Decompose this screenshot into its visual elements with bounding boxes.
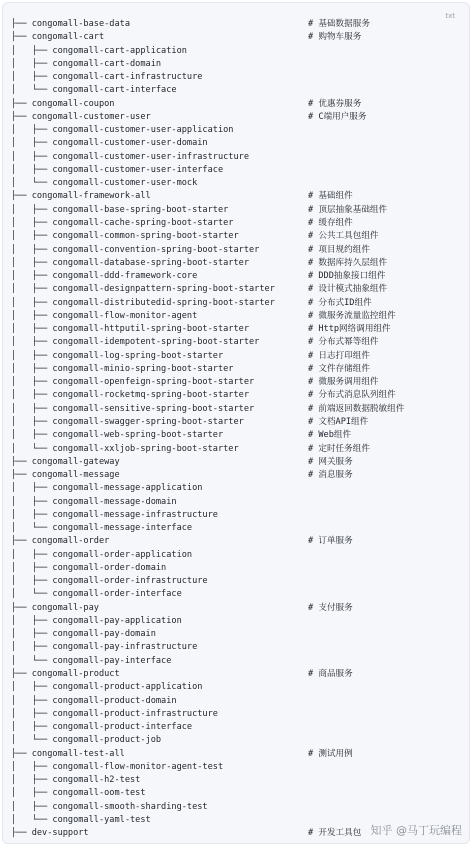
code-line	[3, 18, 469, 31]
tree-entry: ├── congomall-cart	[11, 32, 105, 43]
line-comment: # 微服务调用组件	[308, 377, 379, 388]
line-comment: # 项目规约组件	[308, 244, 370, 255]
code-line	[3, 350, 469, 363]
code-line	[3, 71, 469, 84]
code-line	[3, 443, 469, 456]
code-line	[3, 151, 469, 164]
tree-entry: │ ├── congomall-message-application	[11, 483, 203, 494]
line-comment: # 文件存储组件	[308, 363, 370, 374]
code-line	[3, 137, 469, 150]
line-comment: # 分布式消息队列组件	[308, 390, 396, 401]
code-line	[3, 641, 469, 654]
code-line	[3, 695, 469, 708]
code-line	[3, 217, 469, 230]
code-lines	[3, 18, 469, 840]
code-line	[3, 58, 469, 71]
code-line	[3, 257, 469, 270]
code-line	[3, 801, 469, 814]
code-line	[3, 204, 469, 217]
code-line	[3, 496, 469, 509]
tree-entry: │ ├── congomall-rocketmq-spring-boot-starter	[11, 390, 249, 401]
tree-entry: │ ├── congomall-pay-infrastructure	[11, 642, 198, 653]
line-comment: # 分布式幂等组件	[308, 337, 379, 348]
code-line	[3, 177, 469, 190]
line-comment: # 网关服务	[308, 456, 353, 467]
tree-entry: │ └── congomall-xxljob-spring-boot-starter	[11, 443, 239, 454]
line-comment: # Web组件	[308, 430, 352, 441]
tree-entry: │ ├── congomall-order-infrastructure	[11, 576, 208, 587]
tree-entry: │ ├── congomall-message-domain	[11, 496, 177, 507]
code-line	[3, 244, 469, 257]
line-comment: # 基础数据服务	[308, 19, 370, 29]
line-comment: # 开发工具包	[308, 828, 362, 839]
code-line	[3, 376, 469, 389]
code-line	[3, 602, 469, 615]
code-line	[3, 283, 469, 296]
tree-entry: │ ├── congomall-order-domain	[11, 562, 167, 573]
tree-entry: │ ├── congomall-customer-user-domain	[11, 138, 208, 149]
tree-entry: │ └── congomall-yaml-test	[11, 814, 151, 825]
code-line	[3, 721, 469, 734]
code-line	[3, 111, 469, 124]
tree-entry: │ ├── congomall-flow-monitor-agent-test	[11, 761, 224, 772]
line-comment: # 测试用例	[308, 748, 353, 759]
tree-entry: │ ├── congomall-cart-application	[11, 45, 187, 56]
tree-entry: │ ├── congomall-cache-spring-boot-starter	[11, 217, 234, 228]
code-line	[3, 84, 469, 97]
tree-entry: │ ├── congomall-cart-domain	[11, 58, 162, 69]
code-line	[3, 522, 469, 535]
tree-entry: │ ├── congomall-product-infrastructure	[11, 708, 218, 719]
tree-entry: │ ├── congomall-web-spring-boot-starter	[11, 430, 224, 441]
code-line	[3, 124, 469, 137]
tree-entry: │ └── congomall-message-interface	[11, 523, 193, 534]
watermark: 知乎 @马丁玩编程	[370, 824, 462, 837]
line-comment: # 数据库持久层组件	[308, 257, 388, 268]
code-line	[3, 681, 469, 694]
code-line	[3, 708, 469, 721]
tree-entry: ├── congomall-framework-all	[11, 191, 151, 202]
tree-entry: │ ├── congomall-pay-application	[11, 615, 182, 626]
code-line	[3, 310, 469, 323]
tree-entry: │ └── congomall-customer-user-mock	[11, 178, 198, 189]
tree-entry: │ ├── congomall-pay-domain	[11, 629, 156, 640]
tree-entry: │ ├── congomall-h2-test	[11, 775, 141, 786]
code-line	[3, 761, 469, 774]
line-comment: # 前端返回数据脱敏组件	[308, 403, 405, 414]
code-line	[3, 469, 469, 482]
tree-entry: │ ├── congomall-customer-user-infrastructure	[11, 151, 249, 162]
tree-entry: │ ├── congomall-httputil-spring-boot-starter	[11, 324, 249, 335]
line-comment: # 支付服务	[308, 602, 353, 613]
tree-entry: │ ├── congomall-designpattern-spring-boot-starter	[11, 284, 275, 295]
tree-entry: ├── congomall-order	[11, 536, 110, 547]
code-line	[3, 615, 469, 628]
code-line	[3, 509, 469, 522]
line-comment: # 顶层抽象基础组件	[308, 204, 388, 215]
code-line	[3, 588, 469, 601]
tree-entry: │ ├── congomall-customer-user-application	[11, 125, 234, 136]
tree-entry: ├── congomall-coupon	[11, 98, 115, 109]
tree-entry: │ ├── congomall-ddd-framework-core	[11, 271, 198, 282]
tree-entry: ├── congomall-base-data	[11, 19, 130, 29]
tree-entry: │ ├── congomall-swagger-spring-boot-starter	[11, 416, 244, 427]
code-line	[3, 403, 469, 416]
code-line	[3, 98, 469, 111]
tree-entry: │ ├── congomall-database-spring-boot-starter	[11, 257, 249, 268]
tree-entry: │ ├── congomall-product-interface	[11, 722, 193, 733]
line-comment: # 设计模式抽象组件	[308, 284, 388, 295]
code-line	[3, 230, 469, 243]
tree-entry: │ ├── congomall-cart-infrastructure	[11, 72, 203, 83]
code-line	[3, 482, 469, 495]
line-comment: # DDD抽象接口组件	[308, 271, 386, 282]
line-comment: # 文档API组件	[308, 416, 369, 427]
line-comment: # 订单服务	[308, 536, 353, 547]
tree-entry: │ ├── congomall-product-domain	[11, 695, 177, 706]
tree-entry: │ ├── congomall-flow-monitor-agent	[11, 310, 198, 321]
line-comment: # 优惠券服务	[308, 98, 362, 109]
tree-entry: │ └── congomall-product-job	[11, 735, 162, 746]
tree-entry: │ ├── congomall-oom-test	[11, 788, 146, 799]
code-line	[3, 748, 469, 761]
tree-entry: │ ├── congomall-minio-spring-boot-starter	[11, 363, 234, 374]
tree-entry: │ ├── congomall-convention-spring-boot-starter	[11, 244, 260, 255]
code-line	[3, 389, 469, 402]
tree-entry: │ ├── congomall-base-spring-boot-starter	[11, 204, 229, 215]
tree-entry: │ ├── congomall-smooth-sharding-test	[11, 801, 208, 812]
tree-entry: │ ├── congomall-idempotent-spring-boot-starter	[11, 337, 260, 348]
tree-entry: │ ├── congomall-order-application	[11, 549, 193, 560]
line-comment: # 购物车服务	[308, 32, 362, 43]
code-line	[3, 416, 469, 429]
tree-entry: │ ├── congomall-openfeign-spring-boot-starter	[11, 377, 255, 388]
code-line	[3, 535, 469, 548]
tree-entry: ├── congomall-gateway	[11, 456, 120, 467]
code-line	[3, 336, 469, 349]
code-line	[3, 628, 469, 641]
line-comment: # Http网络调用组件	[308, 324, 391, 335]
line-comment: # 定时任务组件	[308, 443, 370, 454]
tree-entry: │ ├── congomall-product-application	[11, 682, 203, 693]
line-comment: # 日志打印组件	[308, 350, 370, 361]
line-comment: # C端用户服务	[308, 111, 367, 122]
code-line	[3, 562, 469, 575]
code-line	[3, 429, 469, 442]
code-line	[3, 297, 469, 310]
code-line	[3, 787, 469, 800]
tree-entry: ├── dev-support	[11, 828, 89, 839]
tree-entry: ├── congomall-product	[11, 669, 120, 680]
tree-entry: │ ├── congomall-sensitive-spring-boot-starter	[11, 403, 255, 414]
line-comment: # 基础组件	[308, 191, 353, 202]
code-line	[3, 668, 469, 681]
tree-entry: │ ├── congomall-customer-user-interface	[11, 164, 224, 175]
line-comment: # 商品服务	[308, 669, 353, 680]
line-comment: # 公共工具包组件	[308, 231, 379, 242]
code-line	[3, 734, 469, 747]
language-label: txt	[445, 12, 455, 20]
code-line	[3, 363, 469, 376]
line-comment: # 微服务流量监控组件	[308, 310, 396, 321]
line-comment: # 分布式ID组件	[308, 297, 372, 308]
code-line	[3, 456, 469, 469]
tree-entry: │ ├── congomall-common-spring-boot-starter	[11, 231, 239, 242]
tree-entry: ├── congomall-test-all	[11, 748, 125, 759]
tree-entry: │ ├── congomall-log-spring-boot-starter	[11, 350, 224, 361]
tree-entry: │ └── congomall-pay-interface	[11, 655, 172, 666]
code-block	[2, 2, 470, 844]
code-line	[3, 323, 469, 336]
code-line	[3, 45, 469, 58]
line-comment: # 消息服务	[308, 470, 353, 481]
tree-entry: │ ├── congomall-message-infrastructure	[11, 509, 218, 520]
code-line	[3, 655, 469, 668]
tree-entry: │ └── congomall-order-interface	[11, 589, 182, 600]
tree-entry: ├── congomall-customer-user	[11, 111, 151, 122]
tree-entry: │ └── congomall-cart-interface	[11, 85, 177, 96]
tree-entry: ├── congomall-message	[11, 470, 120, 481]
code-line	[3, 190, 469, 203]
code-line	[3, 774, 469, 787]
code-line	[3, 575, 469, 588]
tree-entry: │ ├── congomall-distributedid-spring-boot-starter	[11, 297, 275, 308]
code-line	[3, 164, 469, 177]
code-line	[3, 31, 469, 44]
code-line	[3, 549, 469, 562]
code-line	[3, 270, 469, 283]
tree-entry: ├── congomall-pay	[11, 602, 99, 613]
line-comment: # 缓存组件	[308, 217, 353, 228]
